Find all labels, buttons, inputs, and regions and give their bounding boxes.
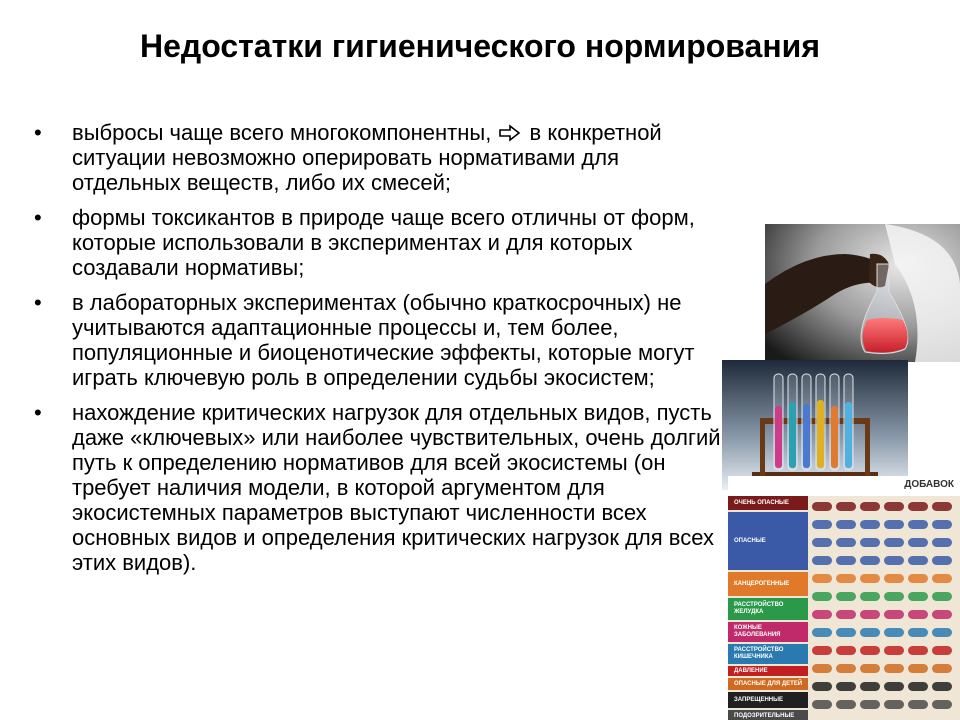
additive-pill [860, 646, 880, 655]
additive-pill [908, 502, 928, 511]
bullet-text-part: в конкретной ситуации невозможно оперировать нормативами для отдельных веществ, либо их смесей; [72, 120, 662, 195]
additive-category-label: РАССТРОЙСТВО ЖЕЛУДКА [728, 598, 808, 620]
chart-header-text: ДОБАВОК [904, 479, 954, 490]
additive-pill [812, 592, 832, 601]
additive-pill [812, 610, 832, 619]
additive-category-label: КАНЦЕРОГЕННЫЕ [728, 572, 808, 596]
additive-category-label: ПОДОЗРИТЕЛЬНЫЕ [728, 710, 808, 720]
additive-pill [860, 682, 880, 691]
additive-pill [836, 592, 856, 601]
bullet-text-part: выбросы чаще всего многокомпонентны, [72, 120, 498, 145]
additive-pill [884, 682, 904, 691]
additive-pill [812, 556, 832, 565]
additive-pill [836, 646, 856, 655]
additive-category-label: ЗАПРЕЩЕННЫЕ [728, 692, 808, 708]
bullet-text: формы токсикантов в природе чаще всего отличны от форм, которые использовали в экспериментах и для которых создавали нормативы; [72, 205, 695, 280]
bullet-marker: • [34, 205, 42, 230]
additive-pill [932, 682, 952, 691]
additive-pill [812, 646, 832, 655]
additive-pill [812, 664, 832, 673]
additive-pill [884, 664, 904, 673]
additive-pill [884, 646, 904, 655]
food-additives-chart [728, 476, 960, 720]
additive-pill [908, 556, 928, 565]
additive-pill [860, 574, 880, 583]
additive-pill [884, 700, 904, 709]
additive-pill [932, 592, 952, 601]
additive-pill [812, 682, 832, 691]
additive-pill [932, 646, 952, 655]
additive-pill [884, 610, 904, 619]
additive-category-label: ДАВЛЕНИЕ [728, 666, 808, 676]
additive-pill [836, 700, 856, 709]
additive-pill [884, 574, 904, 583]
flask-photo [765, 224, 960, 362]
additive-pill [932, 574, 952, 583]
additive-pill [836, 574, 856, 583]
additive-pill [836, 556, 856, 565]
chart-header [728, 476, 960, 496]
bullet-marker: • [34, 400, 42, 425]
additive-pill [860, 610, 880, 619]
additive-pill [836, 628, 856, 637]
additive-pill [908, 538, 928, 547]
additive-pill [908, 646, 928, 655]
additive-pill [932, 700, 952, 709]
additive-pill [812, 520, 832, 529]
slide-title: Недостатки гигиенического нормирования [139, 28, 821, 64]
additive-pill [932, 556, 952, 565]
additive-pill [860, 520, 880, 529]
additive-pill [932, 610, 952, 619]
additive-pill [812, 538, 832, 547]
additive-pills-grid [808, 496, 960, 720]
additive-pill [908, 520, 928, 529]
additive-pill [884, 502, 904, 511]
additive-pill [860, 700, 880, 709]
additive-pill [860, 556, 880, 565]
additive-pill [932, 520, 952, 529]
additive-pill [884, 520, 904, 529]
additive-pill [908, 592, 928, 601]
additive-pill [860, 502, 880, 511]
additive-pill [860, 628, 880, 637]
additive-category-label: ОПАСНЫЕ ДЛЯ ДЕТЕЙ [728, 678, 808, 690]
additive-pill [836, 520, 856, 529]
bullet-marker: • [34, 290, 42, 315]
additive-category-label: ОПАСНЫЕ [728, 512, 808, 570]
additive-pill [932, 538, 952, 547]
additive-pill [932, 502, 952, 511]
additive-pill [932, 628, 952, 637]
additive-pill [908, 574, 928, 583]
additive-pill [836, 502, 856, 511]
additive-pill [836, 538, 856, 547]
additive-pill [908, 682, 928, 691]
outline-right-arrow-icon [497, 124, 523, 142]
additive-pill [812, 502, 832, 511]
additive-pill [884, 556, 904, 565]
additive-pill [860, 592, 880, 601]
additive-pill [812, 574, 832, 583]
bullet-text: в лабораторных экспериментах (обычно краткосрочных) не учитываются адаптационные процессы и, тем более, популяционные и биоценотические эффекты, которые могут играть ключевую роль в определении судьбы экосистем; [72, 290, 695, 390]
bullet-item [34, 205, 724, 280]
bullet-text: нахождение критических нагрузок для отдельных видов, пусть даже «ключевых» или наиболее чувствительных, очень долгий путь к определению нормативов для всей экосистемы (он требует наличия модели, в которой аргументом для экосистемных параметров выступают численности всех основных видов и определения критических нагрузок для всех этих видов). [72, 400, 721, 575]
additive-pill [836, 664, 856, 673]
additive-pill [908, 610, 928, 619]
additive-pill [908, 664, 928, 673]
bullet-list [34, 120, 724, 585]
additive-pill [932, 664, 952, 673]
test-tubes-photo [722, 360, 908, 490]
bullet-item [34, 290, 724, 390]
bullet-marker: • [34, 120, 42, 145]
additive-pill [836, 610, 856, 619]
additive-pill [884, 592, 904, 601]
bullet-item [34, 120, 724, 195]
additive-pill [836, 682, 856, 691]
bullet-item [34, 400, 724, 575]
flask-illustration [765, 224, 960, 362]
additive-pill [860, 538, 880, 547]
additive-pill [884, 538, 904, 547]
additive-category-label: ОЧЕНЬ ОПАСНЫЕ [728, 496, 808, 510]
additive-pill [812, 628, 832, 637]
test-tubes-illustration [722, 360, 908, 490]
additive-pill [812, 700, 832, 709]
additive-pill [908, 700, 928, 709]
additive-pill [908, 628, 928, 637]
additive-pill [860, 664, 880, 673]
additive-pill [884, 628, 904, 637]
additive-category-label: РАССТРОЙСТВО КИШЕЧНИКА [728, 644, 808, 664]
additive-category-label: КОЖНЫЕ ЗАБОЛЕВАНИЯ [728, 622, 808, 642]
